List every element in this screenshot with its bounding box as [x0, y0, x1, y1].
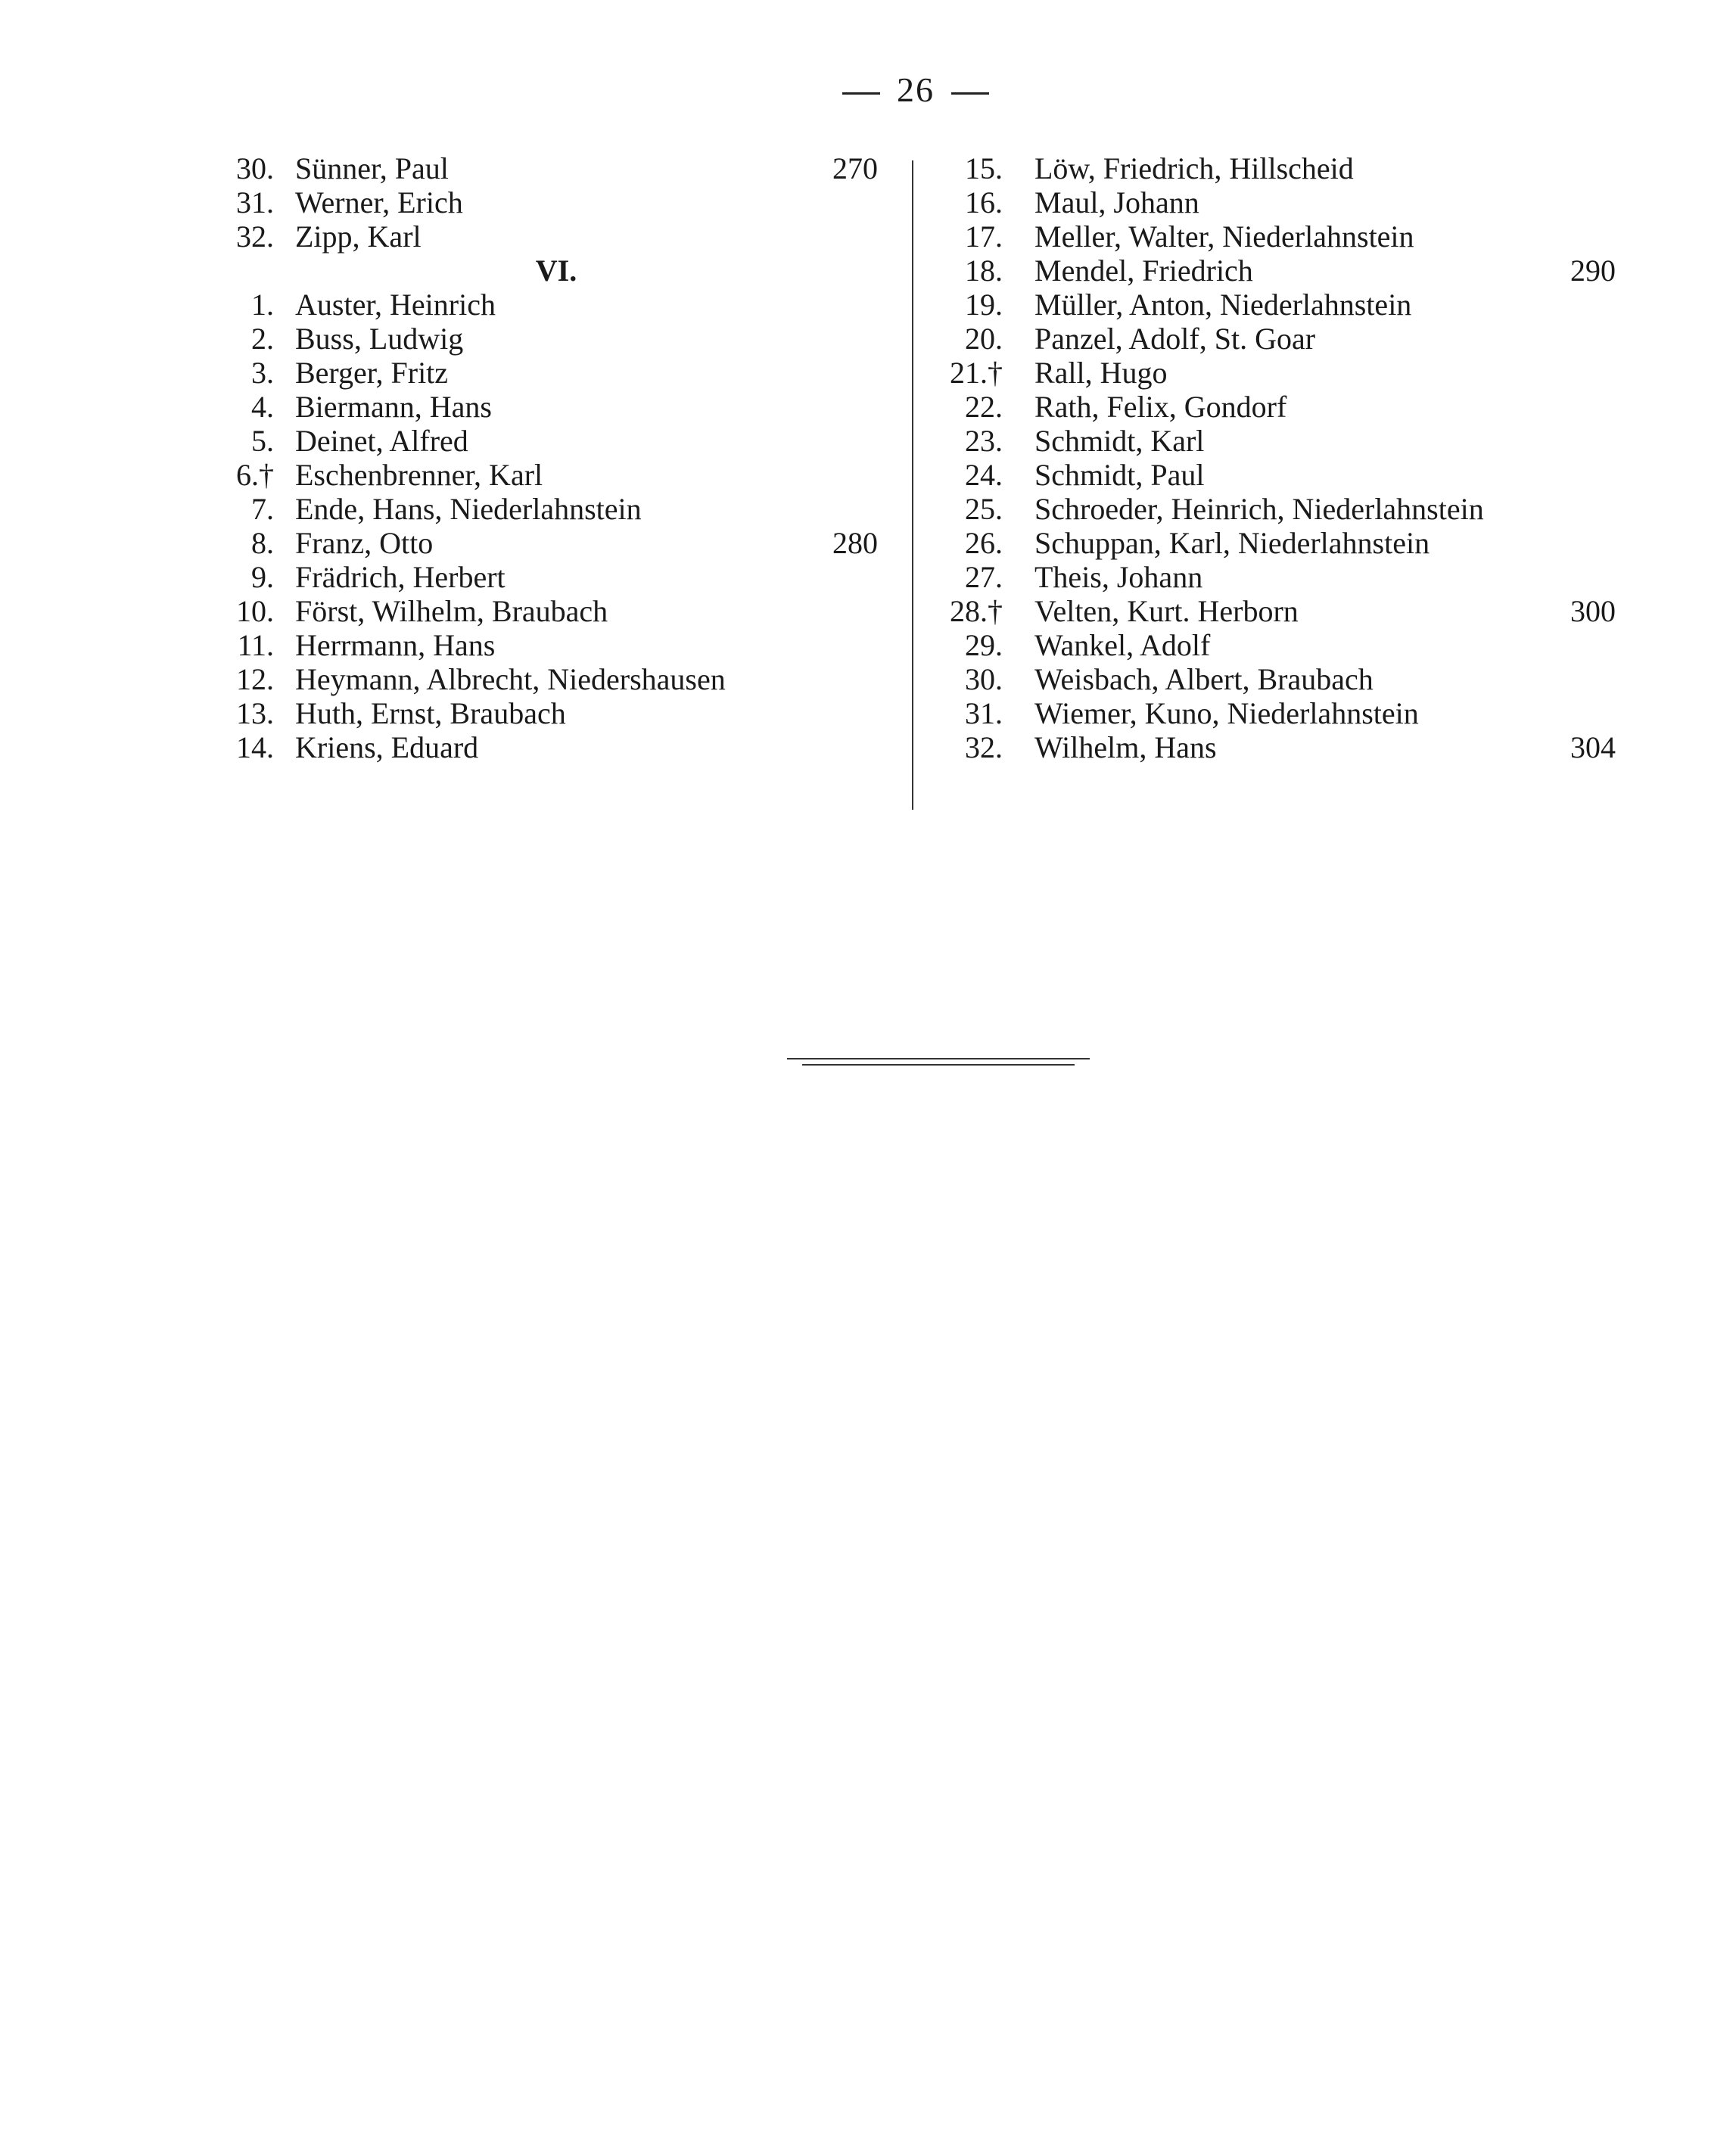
- entry-name: Schmidt, Karl: [1034, 424, 1205, 458]
- entry-name: Zipp, Karl: [295, 219, 422, 254]
- entry-number: 3.: [251, 356, 274, 390]
- entry-name: Biermann, Hans: [295, 390, 492, 424]
- list-item: [950, 219, 1616, 254]
- entry-number: 4.: [251, 390, 274, 424]
- entry-number: 30.: [965, 662, 1003, 696]
- entry-number: 6.†: [236, 458, 274, 492]
- entry-name: Maul, Johann: [1034, 185, 1199, 219]
- list-item: [950, 458, 1616, 492]
- page-number: [825, 70, 1006, 110]
- entry-number: 31.: [236, 185, 274, 219]
- entry-number: 17.: [965, 219, 1003, 254]
- entry-name: Kriens, Eduard: [295, 730, 479, 764]
- entry-number: 24.: [965, 458, 1003, 492]
- list-item: [950, 151, 1616, 185]
- entry-name: Rath, Felix, Gondorf: [1034, 390, 1287, 424]
- entry-name: Schuppan, Karl, Niederlahnstein: [1034, 526, 1430, 560]
- entry-name: Frädrich, Herbert: [295, 560, 506, 594]
- list-item: [212, 696, 878, 730]
- entry-number: 14.: [236, 730, 274, 764]
- entry-name: Theis, Johann: [1034, 560, 1203, 594]
- entry-name: Ende, Hans, Niederlahnstein: [295, 492, 642, 526]
- end-rule: [787, 1058, 1090, 1059]
- list-item: [212, 322, 878, 356]
- entry-number: 9.: [251, 560, 274, 594]
- entry-number: 2.: [251, 322, 274, 356]
- left-column: [212, 151, 878, 764]
- list-item: [212, 492, 878, 526]
- list-item: [212, 730, 878, 764]
- entry-number: 29.: [965, 628, 1003, 662]
- entry-name: Heymann, Albrecht, Niedershausen: [295, 662, 726, 696]
- list-item: [950, 322, 1616, 356]
- entry-name: Berger, Fritz: [295, 356, 449, 390]
- list-item: [950, 288, 1616, 322]
- list-item: [212, 526, 878, 560]
- list-item: [950, 424, 1616, 458]
- right-column: [950, 151, 1616, 764]
- section-heading: VI.: [535, 254, 577, 288]
- entry-name: Panzel, Adolf, St. Goar: [1034, 322, 1316, 356]
- list-item: [212, 662, 878, 696]
- entry-number: 32.: [965, 730, 1003, 764]
- entry-name: Velten, Kurt. Herborn: [1034, 594, 1299, 628]
- entry-number: 1.: [251, 288, 274, 322]
- entry-number: 16.: [965, 185, 1003, 219]
- entry-name: Sünner, Paul: [295, 151, 449, 185]
- list-item: [212, 185, 878, 219]
- entry-name: Wilhelm, Hans: [1034, 730, 1217, 764]
- entry-name: Huth, Ernst, Braubach: [295, 696, 566, 730]
- entry-number: 15.: [965, 151, 1003, 185]
- list-item: [950, 390, 1616, 424]
- running-count: 270: [832, 151, 878, 185]
- entry-number: 31.: [965, 696, 1003, 730]
- list-item: [950, 185, 1616, 219]
- entry-name: Schmidt, Paul: [1034, 458, 1205, 492]
- entry-number: 22.: [965, 390, 1003, 424]
- entry-number: 30.: [236, 151, 274, 185]
- entry-number: 10.: [236, 594, 274, 628]
- list-item: [950, 628, 1616, 662]
- list-item: [950, 526, 1616, 560]
- entry-number: 5.: [251, 424, 274, 458]
- entry-name: Eschenbrenner, Karl: [295, 458, 543, 492]
- running-count: 290: [1570, 254, 1616, 288]
- entry-number: 26.: [965, 526, 1003, 560]
- list-item: [212, 594, 878, 628]
- entry-number: 25.: [965, 492, 1003, 526]
- list-item: [950, 730, 1616, 764]
- entry-name: Wankel, Adolf: [1034, 628, 1211, 662]
- entry-number: 19.: [965, 288, 1003, 322]
- entry-number: 13.: [236, 696, 274, 730]
- list-item: [212, 424, 878, 458]
- entry-number: 7.: [251, 492, 274, 526]
- entry-number: 32.: [236, 219, 274, 254]
- entry-number: 28.†: [950, 594, 1003, 628]
- page-number-dash-left: [842, 92, 880, 95]
- list-item: [212, 628, 878, 662]
- entry-number: 18.: [965, 254, 1003, 288]
- list-item: [212, 219, 878, 254]
- entry-name: Herrmann, Hans: [295, 628, 496, 662]
- entry-name: Auster, Heinrich: [295, 288, 496, 322]
- entry-number: 23.: [965, 424, 1003, 458]
- list-item: [212, 356, 878, 390]
- list-item: [950, 492, 1616, 526]
- entry-name: Mendel, Friedrich: [1034, 254, 1253, 288]
- entry-name: Buss, Ludwig: [295, 322, 464, 356]
- list-item: [950, 662, 1616, 696]
- entry-number: 8.: [251, 526, 274, 560]
- entry-number: 12.: [236, 662, 274, 696]
- list-item: [212, 288, 878, 322]
- page-number-dash-right: [951, 92, 989, 95]
- entry-name: Schroeder, Heinrich, Niederlahnstein: [1034, 492, 1484, 526]
- end-rule: [802, 1064, 1075, 1066]
- entry-number: 27.: [965, 560, 1003, 594]
- entry-name: Franz, Otto: [295, 526, 434, 560]
- entry-name: Löw, Friedrich, Hillscheid: [1034, 151, 1354, 185]
- running-count: 280: [832, 526, 878, 560]
- entry-name: Wiemer, Kuno, Niederlahnstein: [1034, 696, 1419, 730]
- list-item: [950, 254, 1616, 288]
- entry-name: Werner, Erich: [295, 185, 463, 219]
- list-item: [212, 458, 878, 492]
- entry-number: 21.†: [950, 356, 1003, 390]
- list-item: [950, 594, 1616, 628]
- running-count: 300: [1570, 594, 1616, 628]
- list-item: [950, 356, 1616, 390]
- running-count: 304: [1570, 730, 1616, 764]
- page-number-value: 26: [897, 70, 935, 109]
- entry-name: Weisbach, Albert, Braubach: [1034, 662, 1374, 696]
- list-item: [212, 151, 878, 185]
- column-divider: [912, 160, 913, 810]
- entry-number: 20.: [965, 322, 1003, 356]
- entry-name: Müller, Anton, Niederlahnstein: [1034, 288, 1412, 322]
- list-item: [212, 390, 878, 424]
- list-item: [950, 560, 1616, 594]
- entry-name: Först, Wilhelm, Braubach: [295, 594, 608, 628]
- list-item: [950, 696, 1616, 730]
- list-item: [212, 560, 878, 594]
- entry-name: Deinet, Alfred: [295, 424, 468, 458]
- entry-name: Rall, Hugo: [1034, 356, 1168, 390]
- entry-number: 11.: [237, 628, 274, 662]
- entry-name: Meller, Walter, Niederlahnstein: [1034, 219, 1414, 254]
